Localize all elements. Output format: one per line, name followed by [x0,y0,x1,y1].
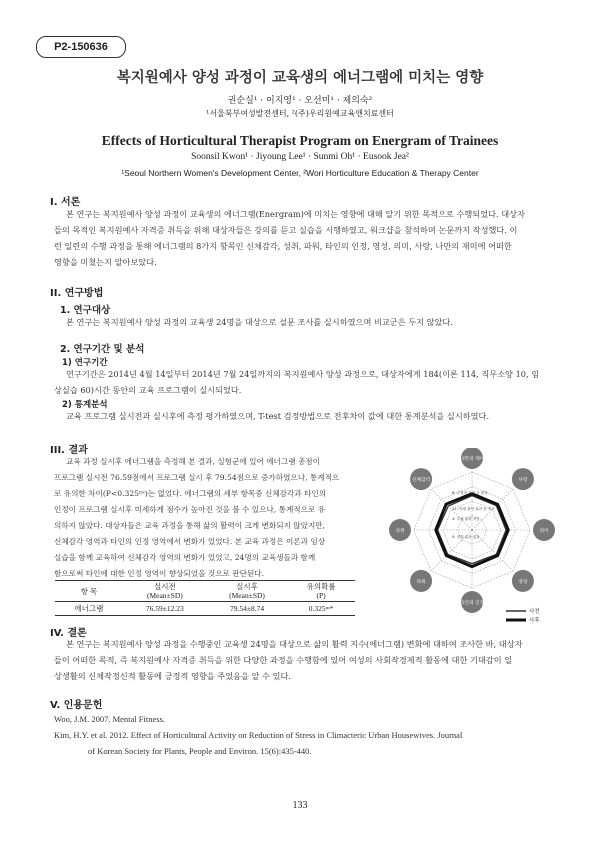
radar-axis-label: 나만의 재미 [459,457,485,462]
statistics-text: 교육 프로그램 실시전과 실시후에 측정 평가하였으며, T-test 검정방법으로 전후차이 값에 대한 통계분석을 실시하였다. [66,411,490,421]
subsection-heading-statistics: 2) 통계분석 [62,400,108,410]
section-heading-introduction: I. 서론 [50,197,81,208]
text-line: 상생활의 신체작정신적 활동에 긍정적 영향을 주었음을 알 수 있다. [54,671,291,681]
table-header-row [55,581,355,602]
text-line: 런 일련의 수행 과정을 통해 에너그램의 8가지 항목인 신체감각, 성취, 파워, 타인의 인정, 영성, 의미, 사랑, 나만의 재미에 어떠한 [54,241,512,251]
radar-ring-label: 4: 부정 효과 적음 [452,517,480,521]
english-affiliations: ¹Seoul Northern Women's Development Center, ²Wori Horticulture Education & Therapy Center [121,168,479,178]
text-line: 인정이 프로그램 실시후 미세하게 점수가 높아진 것을 볼 수 있으나, 통계적으로 유 [54,505,326,514]
radar-axis-label: 신체감각 [411,478,431,484]
reference-item-continued: of Korean Society for Plants, People and Environ. 15(6):435-440. [88,746,312,756]
results-text [54,454,376,582]
korean-affiliations: ¹서울북부여성발전센터, ²(주)우리원예교육앤치료센터 [206,109,394,118]
table-header-item: 항 목 [55,581,123,602]
results-table [55,580,355,616]
page-number: 133 [292,800,308,811]
subjects-text: 본 연구는 복지원예사 양성 과정의 교육생 24명을 대상으로 설문 조사를 실시하였으며 비교군은 두지 않았다. [66,317,453,327]
table-cell: 76.59±12.23 [123,602,207,616]
period-text [54,366,554,398]
reference-item: Kim, H.Y. et al. 2012. Effect of Horticultural Activity on Reduction of Stress in Climacteric Urban Housewives. Journal [54,730,463,740]
radar-axis-label: 타인의 인정 [459,601,485,606]
section-heading-methods: II. 연구방법 [50,288,104,299]
radar-ring-label: 0: 전혀 효과 없음 [452,535,480,539]
text-line: 프로그램 실시전 76.59점에서 프로그램 실시 후 79.54점으로 증가하였으나, 통계적으 [54,473,340,482]
text-line: 실습을 함께 교육하여 신체감각 영역의 변화가 있었고, 24명의 교육생들과 함께 [54,553,316,562]
table-cell: 79.54±8.74 [207,602,287,616]
radar-ring-label: 12: 미래 참여 효과 중 정도 [452,507,495,511]
subsection-heading-subjects: 1. 연구대상 [60,305,111,316]
table-header-pre: 실시전 (Mean±SD) [123,581,207,602]
introduction-text [54,206,554,270]
section-heading-results: III. 결과 [50,445,88,456]
text-line: 함으로써 타인에 대한 인정 영역이 향상되었을 것으로 판단된다. [54,569,265,578]
radar-axis-label: 성취 [395,529,405,534]
korean-authors: 권순실¹ · 이지영¹ · 오선미¹ · 제의숙² [227,96,373,106]
radar-axis-label: 파워 [416,579,426,585]
radar-axis-label: 영성 [518,579,528,585]
references-list [54,711,559,759]
table-header-post: 실시후 (Mean±SD) [207,581,287,602]
text-line: 본 연구는 복지원예사 양성 과정을 수행중인 교육생 24명을 대상으로 삶의 활력 지수(에너그램) 변화에 대하여 조사한 바, 대상자 [66,639,523,649]
table-row [55,602,355,616]
text-line: 들의 목적인 복지원예사 자격증 취득을 위해 대상자들은 강의를 듣고 실습을 시행하였고, 워크샵을 참석하며 논문까지 작성했다. 이 [54,225,518,235]
text-line: 신체감각 영역과 타인의 인정 영역에서 변화가 있었다. 본 교육 과정은 이론과 임상 [54,537,326,546]
subsection-heading-period-analysis: 2. 연구기간 및 분석 [60,344,145,355]
korean-title: 복지원예사 양성 과정이 교육생의 에너그램에 미치는 영향 [116,70,484,86]
legend-label-post: 사후 [529,618,540,624]
legend-label-pre: 사전 [529,609,540,615]
reference-item: Woo, J.M. 2007. Mental Fitness. [54,714,165,724]
text-line: 본 연구는 복지원예사 양성 과정이 교육생의 에너그램(Energram)에 미치는 영향에 대해 알기 위한 목적으로 수행되었다. 대상자 [66,209,525,219]
text-line: 들이 어떠한 목적, 즉 복지원예사 자격증 취득을 위한 다양한 과정을 수행함에 있어 여성의 사회작경제적 활동에 대한 기대감이 일 [54,655,513,665]
poster-id-tag: P2-150636 [36,36,126,58]
text-line: 로 유의한 차이(P<0.325ⁿˢ)는 없었다. 에너그램의 세부 항목중 신체감각과 타인의 [54,489,327,498]
subsection-heading-period: 1) 연구기간 [62,358,108,368]
text-line: 교육 과정 실시후 에너그램을 측정해 본 결과, 실험군에 있어 에너그램 총점이 [66,457,320,466]
table-header-pvalue: 유의확률 (P) [287,581,355,602]
section-heading-references: V. 인용문헌 [50,700,103,711]
text-line: 연구기간은 2014년 4월 14일부터 2014년 7월 24일까지의 복지원예사 양성 과정으로, 대상자에게 184(이론 114, 직무소양 10, 임 [66,369,540,379]
conclusion-text [54,636,554,684]
table-cell: 0.325ⁿˢ* [287,602,355,616]
radar-ring-label: 8: 긍정적 효과 등 많음 [452,491,488,495]
radar-axis-label: 의미 [539,529,549,534]
text-line: 상실습 60)시간 동안의 교육 프로그램이 실시되었다. [54,385,242,395]
radar-axis-label: 사랑 [518,478,528,484]
table-cell: 에너그램 [55,602,123,616]
english-title: Effects of Horticultural Therapist Program on Energram of Trainees [101,133,499,148]
text-line: 영향을 미쳤는지 알아보았다. [54,257,157,267]
text-line: 의하지 않았다. 대상자들은 교육 과정을 통해 삶의 활력이 크게 변화되지 않았지만, [54,521,326,530]
english-authors: Soonsil Kwon¹ · Jiyoung Lee¹ · Sunmi Oh¹ · Eusook Jea² [191,152,409,162]
section-heading-conclusion: IV. 결론 [50,628,87,639]
energram-radar-chart [386,448,558,628]
